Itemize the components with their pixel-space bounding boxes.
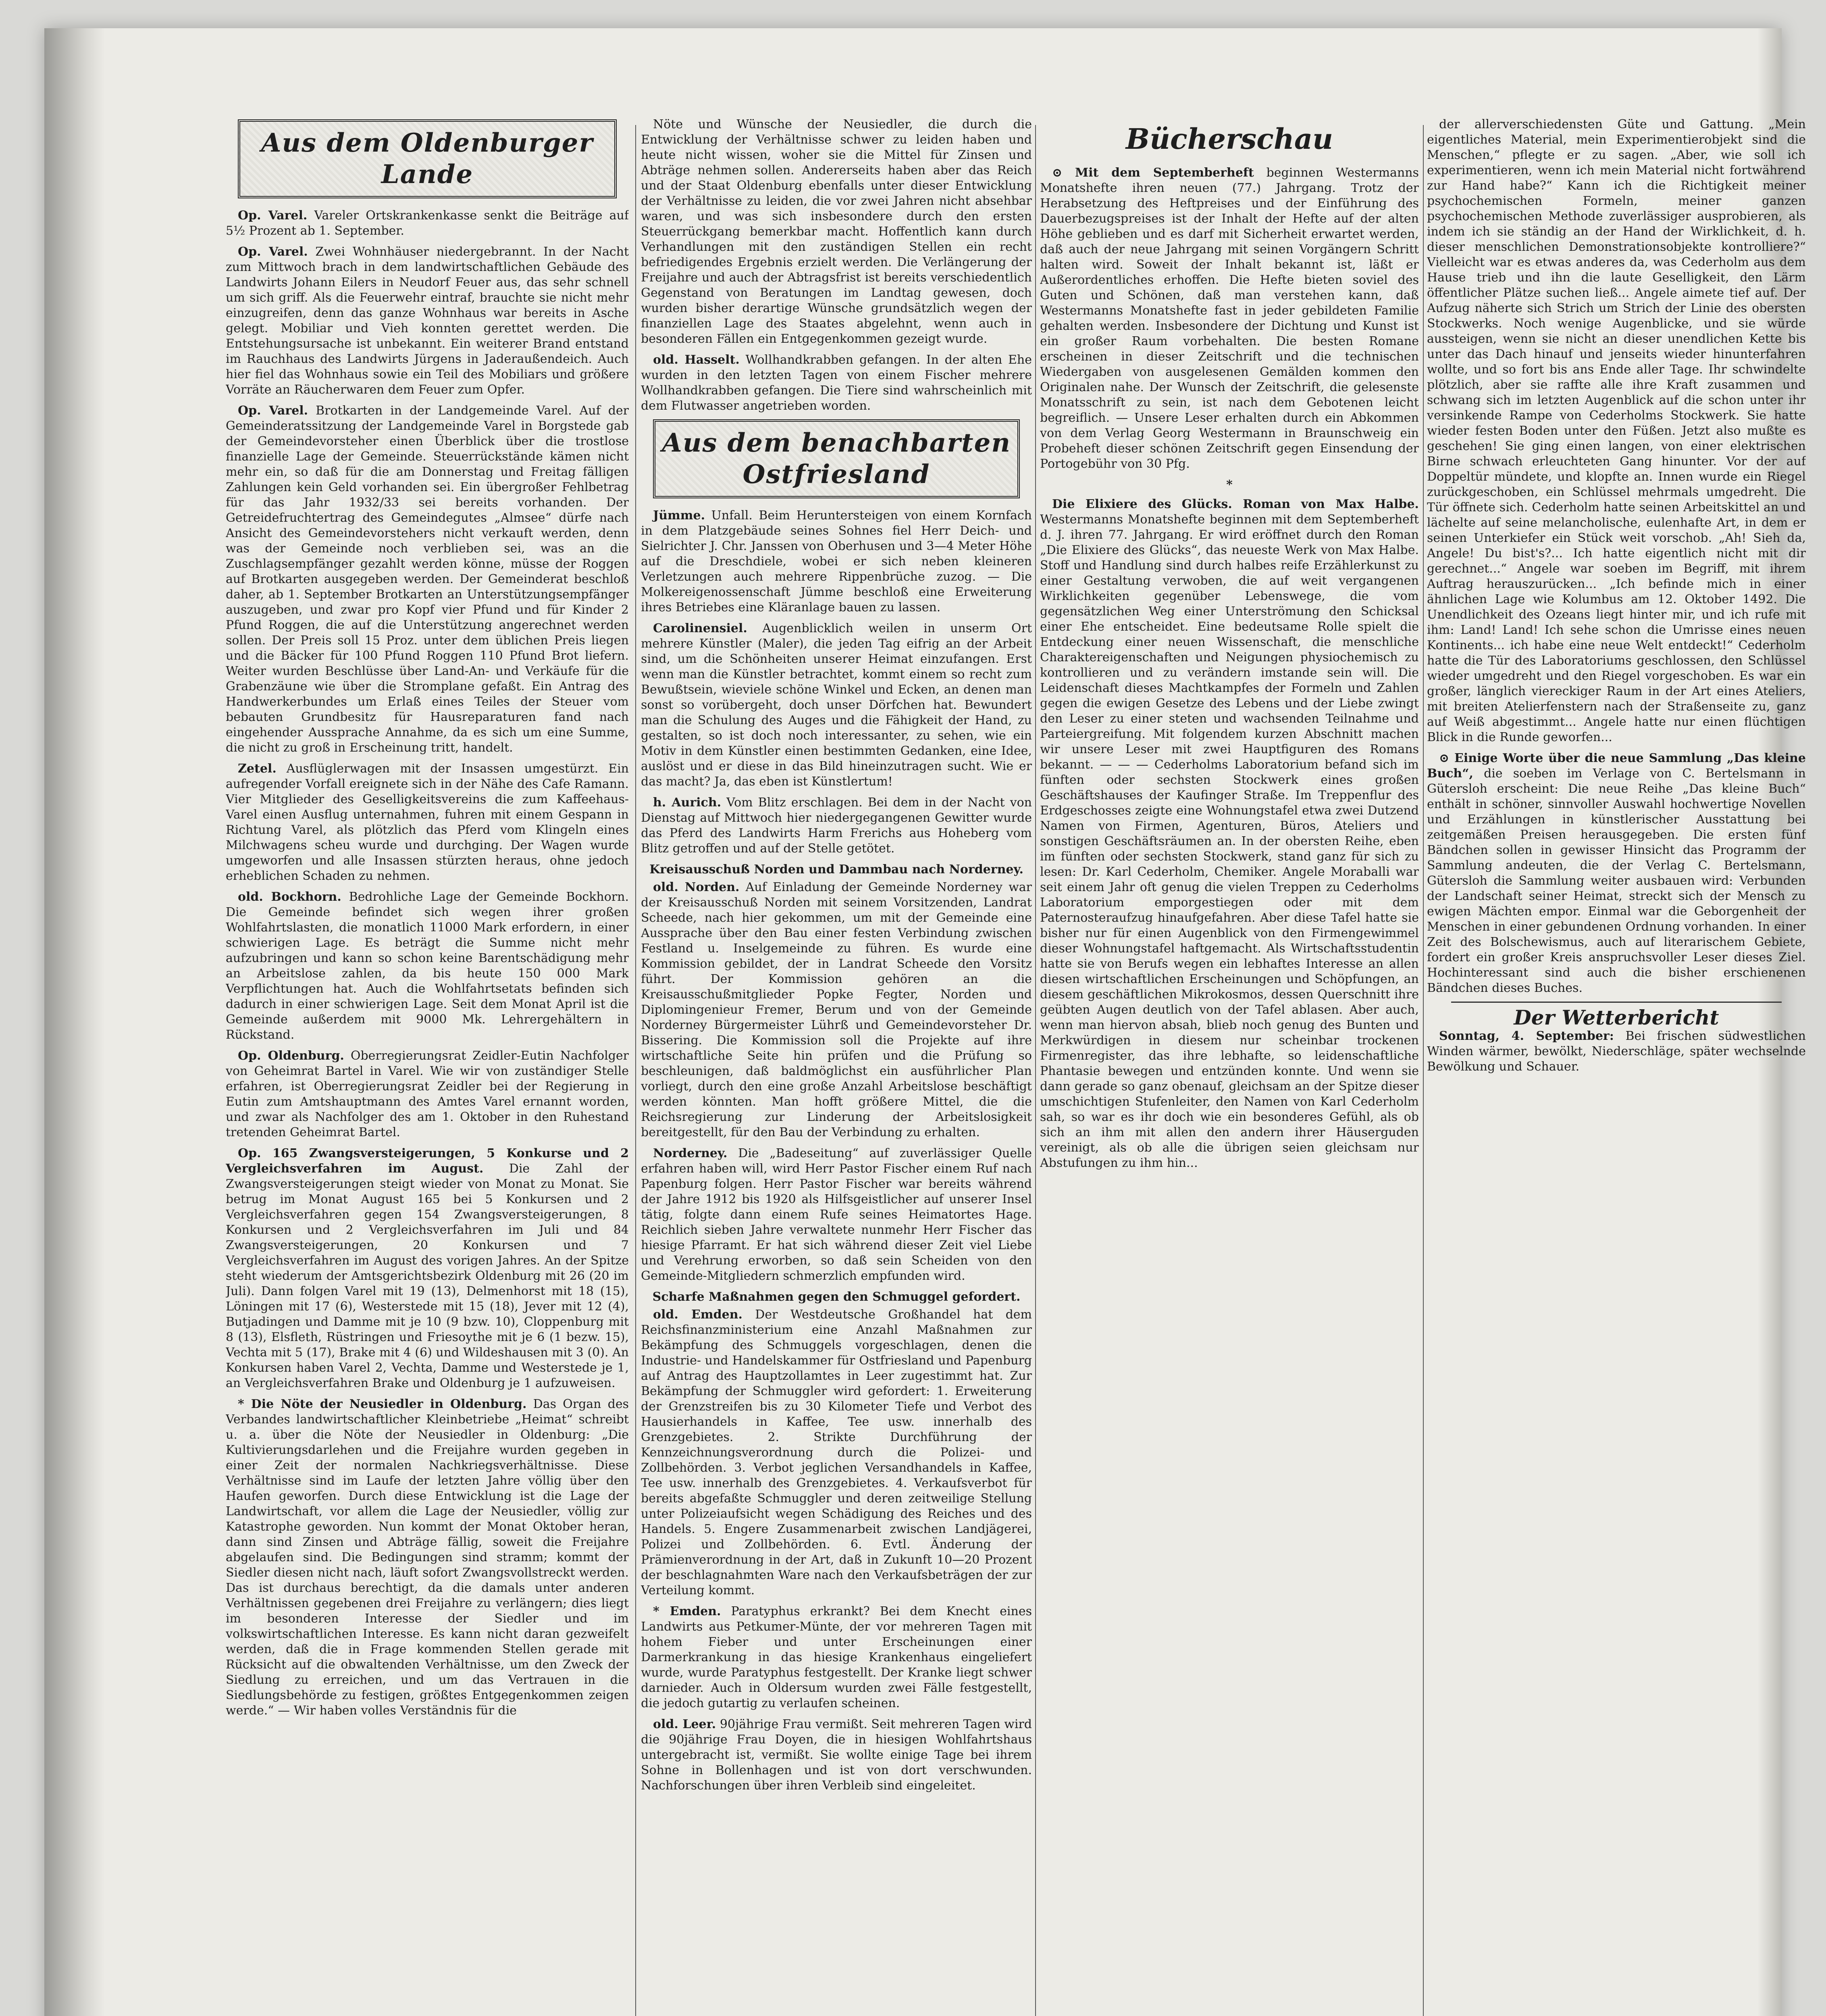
section-divider-star: * (1226, 478, 1233, 492)
page-binding (44, 28, 105, 2016)
column-3 (1040, 117, 1419, 2016)
newspaper-page (44, 28, 1806, 2016)
article: Zetel. Ausflüglerwagen mit der Insassen umgestürzt. Ein aufregender Vorfall ereignete sich in der Nähe des Cafe Ramann. Vier Mitglieder des Geselligkeitsvereins die zum Kaffeehaus-Varel einen Ausflug unternahmen, fuhren mit einem Gespann in Richtung Varel, als plötzlich das Pferd vom Klingeln eines Milchwagens scheu wurde und durchging. Der Wagen wurde umgeworfen und alle Insassen stürzten heraus, ohne jedoch erheblichen Schaden zu nehmen. (226, 762, 629, 883)
article: old. Emden. Der Westdeutsche Großhandel hat dem Reichsfinanzministerium eine Anzahl Maßnahmen zur Bekämpfung des Schmuggels vorgeschlagen, denen die Industrie- und Handelskammer für Ostfriesland und Papenburg auf Antrag des Hauptzollamtes in Leer zugestimmt hat. Zur Bekämpfung der Schmuggler wird gefordert: 1. Erweiterung der Grenzstreifen bis zu 30 Kilometer Tiefe und Verbot des Hausierhandels in Kaffee, Tee usw. innerhalb des Grenzgebietes. 2. Strikte Durchführung der Kennzeichnungsverordnung durch die Polizei- und Zollbehörden. 3. Verbot jeglichen Versandhandels in Kaffee, Tee usw. innerhalb des Grenzgebietes. 4. Verkaufsverbot für bereits abgefaßte Schmuggler und deren zeitweilige Stellung unter Polizeiaufsicht wegen Schädigung des Reiches und des Handels. 5. Engere Zusammenarbeit zwischen Landjägerei, Polizei und Zollbehörden. 6. Evtl. Änderung der Prämienverordnung in der Art, daß in Zukunft 10—20 Prozent der beschlagnahmten Ware nach den Verkaufsbeträgen der zur Verteilung kommt. (641, 1308, 1032, 1597)
article-subheading: Kreisausschuß Norden und Dammbau nach Norderney. (649, 862, 1023, 877)
section-banner-oldenburg: Aus dem Oldenburger Lande (238, 119, 617, 198)
article: Op. 165 Zwangsversteigerungen, 5 Konkurse und 2 Vergleichsverfahren im August. Die Zahl der Zwangsversteigerungen steigt wieder von Monat zu Monat. Sie betrug im Monat August 165 bei 5 Konkursen und 2 Vergleichsverfahren gegen 154 Zwangsversteigerungen, 8 Konkursen und 2 Vergleichsverfahren im Juli und 84 Zwangsversteigerungen, 20 Konkursen und 7 Vergleichsverfahren im August des vorigen Jahres. An der Spitze steht wiederum der Amtsgerichtsbezirk Oldenburg mit 26 (20 im Juli). Dann folgen Varel mit 19 (13), Delmenhorst mit 18 (15), Löningen mit 17 (6), Westerstede mit 15 (18), Jever mit 12 (4), Butjadingen und Damme mit je 10 (9 bzw. 10), Cloppenburg mit 8 (13), Elsfleth, Rüstringen und Friesoythe mit je 6 (1 bezw. 15), Vechta mit 5 (17), Brake mit 4 (6) und Wildeshausen mit 3 (0). An Konkursen haben Varel 2, Vechta, Damme und Westerstede je 1, an Vergleichsverfahren Brake und Oldenburg je 1 aufzuweisen. (226, 1146, 629, 1390)
article: * Emden. Paratyphus erkrankt? Bei dem Knecht eines Landwirts aus Petkumer-Münte, der vor mehreren Tagen mit hohem Fieber und unter Erscheinungen einer Darmerkrankung in das hiesige Krankenhaus eingeliefert wurde, wurde Paratyphus festgestellt. Der Kranke liegt schwer darnieder. Auch in Oldersum wurden zwei Fälle festgestellt, die jedoch gutartig zu verlaufen scheinen. (641, 1604, 1032, 1710)
column-2 (641, 117, 1032, 2016)
article: old. Norden. Auf Einladung der Gemeinde Norderney war der Kreisausschuß Norden mit seinem Vorsitzenden, Landrat Scheede, nach hier gekommen, um mit der Gemeinde eine Aussprache über den Bau einer festen Verbindung zwischen Festland u. Inselgemeinde zu führen. Es wurde eine Kommission gebildet, der in Landrat Scheede den Vorsitz führt. Der Kommission gehören an die Kreisausschußmitglieder Popke Fegter, Norden und Diplomingenieur Fremer, Berum und von der Gemeinde Norderney Bürgermeister Lührß und Gemeindevorsteher Dr. Bissering. Die Kommission soll die Projekte auf ihre wirtschaftliche Seite hin prüfen und die Prüfung so beschleunigen, daß baldmöglichst ein ausführlicher Plan vorliegt, durch den eine große Anzahl Arbeitslose beschäftigt werden könnten. Man hofft größere Mittel, die die Reichsregierung zur Linderung der Arbeitslosigkeit bereitgestellt, für den Bau der Verbindung zu erhalten. (641, 880, 1032, 1139)
article: h. Aurich. Vom Blitz erschlagen. Bei dem in der Nacht von Dienstag auf Mittwoch hier niedergegangenen Gewitter wurde das Pferd des Landwirts Harm Frerichs aus Hoheberg vom Blitz getroffen und auf der Stelle getötet. (641, 796, 1032, 856)
article: Op. Varel. Zwei Wohnhäuser niedergebrannt. In der Nacht zum Mittwoch brach in dem landwirtschaftlichen Gebäude des Landwirts Johann Eilers in Neudorf Feuer aus, das sehr schnell um sich griff. Als die Feuerwehr eintraf, brauchte sie nicht mehr einzugreifen, denn das ganze Wohnhaus war bereits in Asche gelegt. Mobiliar und Vieh konnten gerettet werden. Die Entstehungsursache ist unbekannt. Ein weiterer Brand entstand im Rauchhaus des Landwirts Jürgens in Jaderaußendeich. Auch hier fiel das Wohnhaus sowie ein Teil des Mobiliars und größere Vorräte an Räucherwaren dem Feuer zum Opfer. (226, 245, 629, 397)
article: Carolinensiel. Augenblicklich weilen in unserm Ort mehrere Künstler (Maler), die jeden Tag eifrig an der Arbeit sind, um die Schönheiten unserer Heimat einzufangen. Erst wenn man die Künstler betrachtet, kommt einem so recht zum Bewußtsein, wieviele schöne Winkel und Ecken, an denen man sonst so vorübergeht, doch unser Dörfchen hat. Bewundert man die Schulung des Auges und die Fähigkeit der Hand, zu gestalten, so ist doch noch interessanter, zu sehen, wie ein Motiv in dem Künstler einen bestimmten Gedanken, eine Idee, auslöst und er diese in das Bild hineinzutragen sucht. Wie er das macht? Ja, das eben ist Künstlertum! (641, 621, 1032, 789)
article: Norderney. Die „Badeseitung“ auf zuverlässiger Quelle erfahren haben will, wird Herr Pastor Fischer einem Ruf nach Papenburg folgen. Herr Pastor Fischer war bereits während der Jahre 1912 bis 1920 als Hilfsgeistlicher auf unserer Insel tätig, folgte dann einem Rufe seines Heimatortes Hage. Reichlich sieben Jahre verwaltete nunmehr Herr Fischer das hiesige Pfarramt. Er hat sich während dieser Zeit viel Liebe und Verehrung erworben, so daß sein Scheiden von den Gemeinde-Mitgliedern schmerzlich empfunden wird. (641, 1146, 1032, 1283)
article-list (226, 208, 629, 1718)
article: old. Leer. 90jährige Frau vermißt. Seit mehreren Tagen wird die 90jährige Frau Doyen, die in hiesigen Wohlfahrtshaus untergebracht ist, vermißt. Sie wollte einige Tage bei ihrem Sohne in Bollenhagen und ist von dort verschwunden. Nachforschungen über ihren Verbleib sind eingeleitet. (641, 1717, 1032, 1793)
article-subheading: Scharfe Maßnahmen gegen den Schmuggel gefordert. (652, 1290, 1021, 1304)
article: Jümme. Unfall. Beim Heruntersteigen von einem Kornfach in dem Platzgebäude seines Sohnes fiel Herr Deich- und Sielrichter J. Chr. Janssen von Oberhusen und 3—4 Meter Höhe auf die Dreschdiele, wobei er sich neben kleineren Verletzungen auch mehrere Rippenbrüche zuzog. — Die Molkereigenossenschaft Jümme beschloß eine Erweiterung ihres Betriebes eine Kläranlage bauen zu lassen. (641, 508, 1032, 614)
article: Op. Varel. Vareler Ortskrankenkasse senkt die Beiträge auf 5½ Prozent ab 1. September. (226, 208, 629, 238)
column-1 (226, 117, 629, 2016)
article: ⊙ Einige Worte über die neue Sammlung „Das kleine Buch“, die soeben im Verlage von C. Bertelsmann in Gütersloh erscheint: Die neue Reihe „Das kleine Buch“ enthält in schöner, sinnvoller Auswahl hochwertige Novellen und Erzählungen in künstlerischer Ausstattung bei zeitgemäßen Preisen herausgegeben. Die ersten fünf Bändchen sollen in gewisser Hinsicht das Programm der Sammlung andeuten, die der Verlag C. Bertelsmann, Gütersloh die Sammlung weiter ausbauen wird: Verbunden der Landschaft seiner Heimat, streckt sich der Mensch zu ewigen Mächten empor. Einmal war die Geborgenheit der Menschen in einer gebundenen Ordnung vorhanden. In einer Zeit des Bolschewismus, auch auf literarischem Gebiete, fordert ein großer Kreis anspruchsvoller Leser dieses Ziel. Hochinteressant sind auch die bisher erschienenen Bändchen dieses Buches. (1427, 751, 1806, 995)
article: Die Elixiere des Glücks. Roman von Max Halbe. Westermanns Monatshefte beginnen mit dem Septemberheft d. J. ihren 77. Jahrgang. Er wird eröffnet durch den Roman „Die Elixiere des Glücks“, das neueste Werk von Max Halbe. Stoff und Handlung sind durch halbes reife Erzählerkunst zu einer Gestaltung verwoben, die auf weit vergangenen Wirklichkeiten gegenüber Lebenswege, die vom gegensätzlichen Weg einer Unterströmung den Schicksal einer Ehe entscheidet. Eine bedeutsame Rolle spielt die Entdeckung einer neuen Wissenschaft, die menschliche Charaktereigenschaften und Neigungen physiochemisch zu kontrollieren und zu verändern imstande sein will. Die Leidenschaft dieses Machtkampfes der Formeln und Zahlen gegen die ewigen Gesetze des Lebens und der Liebe zwingt den Leser zu einer steten und wachsenden Teilnahme und Parteiergreifung. Mit folgendem kurzen Abschnitt machen wir unsere Leser mit zwei Hauptfiguren des Romans bekannt. — — — Cederholms Laboratorium befand sich im fünften oder sechsten Stockwerk eines großen Geschäftshauses der Kaufinger Straße. Im Treppenflur des Erdgeschosses zeigte eine Wohnungstafel etwa zwei Dutzend Namen von Firmen, Agenturen, Büros, Ateliers und sonstigen Geschäftsräumen an. In der obersten Reihe, eben im fünften oder sechsten Stockwerk, stand ganz für sich zu lesen: Dr. Karl Cederholm, Chemiker. Angele Moraballi war seit einem Jahr oft genug die vielen Treppen zu Cederholms Laboratorium emporgestiegen oder mit dem Paternosteraufzug hinaufgefahren. Aber diese Tafel hatte sie bisher nur für einen Augenblick von den Firmengewimmel dieser Wohnungstafel haftgemacht. Als Wirtschaftsstudentin hatte sie von Berufs wegen ein lebhaftes Interesse an allen diesen wirtschaftlichen Erscheinungen und Schöpfungen, an diesem geschäftlichen Mikrokosmos, dessen Querschnitt ihre geübten Augen deutlich von der Tafel ablasen. Aber auch, wenn man hiervon absah, blieb noch genug des Bunten und Merkwürdigen in diesem nur scheinbar trockenen Firmenregister, das ihre lebhafte, so leidenschaftliche Phantasie bewegen und entzünden konnte. Und wenn sie dann gerade so ganz obenauf, gleichsam an der Spitze dieser umschichtigen Stufenleiter, den Namen von Karl Cederholm sah, so war es ihr doch wie ein besonderes Gefühl, als ob sich an ihm mit allen den andern ihrer Häuserguden vereinigt, als ob alle die übrigen seien gleichsam nur Abstufungen zu ihm hin... (1040, 497, 1419, 1170)
section-banner-ostfriesland: Aus dem benachbarten Ostfriesland (653, 419, 1020, 498)
section-heading-buecherschau: Bücherschau (1125, 122, 1333, 156)
article: Op. Varel. Brotkarten in der Landgemeinde Varel. Auf der Gemeinderatssitzung der Landgemeinde Varel in Borgstede gab der Gemeindevorsteher einen Überblick über die trostlose finanzielle Lage der Gemeinde. Steuerrückstände kämen nicht mehr ein, so daß für die am Donnerstag und Freitag fälligen Zahlungen kein Geld vorhanden sei. Ein übergroßer Fehlbetrag für das Jahr 1932/33 sei bereits vorhanden. Der Getreidefruchtertrag des Gemeindegutes „Almsee“ dürfe nach Ansicht des Gemeindevorstehers nicht verkauft werden, denn was der Gemeinde noch verblieben sei, was an die Zuschlagsempfänger gezahlt werden könne, müsse der Roggen auf Brotkarten ausgegeben werden. Der Gemeinderat beschloß daher, ab 1. September Brotkarten an Unterstützungsempfänger auszugeben, und zwar pro Kopf vier Pfund und für Kinder 2 Pfund Roggen, die auf die Unterstützung angerechnet werden sollen. Der Preis soll 15 Proz. unter dem üblichen Preis liegen und die Bäcker für 100 Pfund Roggen 110 Pfund Brot liefern. Weiter wurden Beschlüsse über Land-An- und Verkäufe für die Grabenzäune wie über die Stromplane gefaßt. Ein Antrag des Handwerkerbundes um Erlaß eines Teiles der Steuer vom bebauten Grundbesitz für Hausreparaturen fand nach eingehender Aussprache Annahme, da es sich um eine Summe, die nicht zu groß in Erscheinung tritt, handelt. (226, 404, 629, 755)
column-rule (635, 125, 636, 2016)
column-4 (1427, 117, 1806, 2016)
article-continuation: Nöte und Wünsche der Neusiedler, die durch die Entwicklung der Verhältnisse schwer zu leiden haben und heute nicht wissen, woher sie die Mittel für Zinsen und Abträge nehmen sollen. Andererseits haben aber das Reich und der Staat Oldenburg ebenfalls unter dieser Entwicklung der Verhältnisse zu leiden, die vor zwei Jahren nicht absehbar waren, und was sich insbesondere durch den ersten Steuerrückgang bemerkbar macht. Hoffentlich kann durch Verhandlungen mit den zuständigen Stellen ein recht befriedigendes Ergebnis erzielt werden. Die Verlängerung der Freijahre und auch der Abtragsfrist ist bereits verschiedentlich Gegenstand von Beratungen im Landtag gewesen, doch wurden bisher derartige Wünsche grundsätzlich wegen der finanziellen Lage des Staates abgelehnt, wenn auch in besonderen Fällen ein Entgegenkommen gezeigt wurde. (641, 117, 1032, 346)
column-rule (1035, 125, 1036, 2016)
column-rule (1423, 125, 1424, 2016)
divider (1451, 1002, 1782, 1003)
article: ⊙ Mit dem Septemberheft beginnen Westermanns Monatshefte ihren neuen (77.) Jahrgang. Trotz der Herabsetzung des Heftpreises und der Einführung des Dauerbezugspreises ist der Inhalt der Hefte auf der alten Höhe geblieben und es darf mit Sicherheit erwartet werden, daß auch der neue Jahrgang mit seinen Vorgängern Schritt halten wird. Soweit der Inhalt bekannt ist, läßt er Außerordentliches erhoffen. Die Hefte bieten soviel des Guten und Schönen, daß man verstehen kann, daß Westermanns Monatshefte fast in jeder gebildeten Familie gehalten werden. Insbesondere der Dichtung und Kunst ist ein großer Raum vorbehalten. Die besten Romane erscheinen in dieser Zeitschrift und die technischen Wiedergaben von ausgelesenen Gemälden kommen den Originalen nahe. Der Wunsch der Zeitschrift, die gelesenste Monatsschrift zu sein, ist nach dem Gebotenen leicht begreiflich. — Unsere Leser erhalten durch ein Abkommen von dem Verlag Georg Westermann in Braunschweig ein Probeheft dieser schönen Zeitschrift gegen Einsendung der Portogebühr von 30 Pfg. (1040, 166, 1419, 471)
article: * Die Nöte der Neusiedler in Oldenburg. Das Organ des Verbandes landwirtschaftlicher Kleinbetriebe „Heimat“ schreibt u. a. über die Nöte der Neusiedler in Oldenburg: „Die Kultivierungsdarlehen und die Freijahre wurden gegeben in einer Zeit der normalen Nachkriegsverhältnisse. Diese Verhältnisse sind im Laufe der letzten Jahre völlig über den Haufen geworfen. Durch diese Entwicklung ist die Lage der Landwirtschaft, vor allem die Lage der Neusiedler, völlig zur Katastrophe geworden. Nun kommt der Monat Oktober heran, dann sind Zinsen und Abträge fällig, soweit die Freijahre abgelaufen sind. Die Bedingungen sind stramm; kommt der Siedler diesen nicht nach, läuft sofort Zwangsvollstreckt werden. Das ist durchaus berechtigt, da die damals unter anderen Verhältnissen gegebenen drei Freijahre zu verlängern; dies liegt im besonderen Interesse der Siedler und im volkswirtschaftlichen Interesse. Es kann nicht daran gezweifelt werden, daß die in Frage kommenden Stellen gerade mit Rücksicht auf die obwaltenden Verhältnisse, um den Zweck der Siedlung zu erreichen, und um das Vertrauen in die Siedlungsbehörde zu festigen, größtes Entgegenkommen zeigen werde.“ — Wir haben volles Verständnis für die (226, 1397, 629, 1718)
article: old. Bockhorn. Bedrohliche Lage der Gemeinde Bockhorn. Die Gemeinde befindet sich wegen ihrer großen Wohlfahrtslasten, die monatlich 11000 Mark erfordern, in einer schwierigen Lage. Es beträgt die Summe nicht mehr aufzubringen und kann so schon keine Barentschädigung mehr an Arbeitslose zahlen, da bis heute 150 000 Mark Verpflichtungen hat. Auch die Wohlfahrtsetats befinden sich dadurch in einer schwierigen Lage. Seit dem Monat April ist die Gemeinde außerdem mit 9000 Mk. Lehrergehältern in Rückstand. (226, 890, 629, 1042)
weather-report: Sonntag, 4. September: Bei frischen südwestlichen Winden wärmer, bewölkt, Niederschläge, später wechselnde Bewölkung und Schauer. (1427, 1029, 1806, 1074)
article: Op. Oldenburg. Oberregierungsrat Zeidler-Eutin Nachfolger von Geheimrat Bartel in Varel. Wie wir von zuständiger Stelle erfahren, ist Oberregierungsrat Zeidler bei der Regierung in Eutin zum Amtshauptmann des Amtes Varel ernannt worden, und zwar als Nachfolger des am 1. Oktober in den Ruhestand tretenden Geheimrat Bartel. (226, 1049, 629, 1139)
article-continuation: der allerverschiedensten Güte und Gattung. „Mein eigentliches Material, mein Experimentierobjekt sind die Menschen,“ pflegte er zu sagen. „Aber, wie soll ich experimentieren, wenn ich mein Material nicht fortwährend zur Hand habe?“ Kann ich die Richtigkeit meiner psychochemischen Formeln, meiner ganzen psychochemischen Methode zuverlässiger ausprobieren, als indem ich sie ständig an der Hand der Wirklichkeit, d. h. dieser menschlichen Demonstrationsobjekte kontrolliere?“ Vielleicht war es etwas anderes da, was Cederholm aus dem Hause trieb und ihn die laute Geselligkeit, den Lärm öffentlicher Plätze suchen ließ... Angele aimete tief auf. Der Aufzug näherte sich Strich um Strich der Linie des obersten Stockwerks. Noch wenige Augenblicke, und sie würde aussteigen, wenn sie nicht an dieser unendlichen Kette bis unter das Dach hinauf und jenseits wieder hinunterfahren wollte, und so fort bis ans Ende aller Tage. Ihr schwindelte plötzlich, aber sie raffte alle ihre Kraft zusammen und schwang sich im letzten Augenblick auf die schon unter ihr versinkende Rampe von Cederholms Stockwerk. Sie hatte wieder festen Boden unter den Füßen. Jetzt also mußte es geschehen! Sie ging einen langen, von einer elektrischen Birne schwach erleuchteten Gang hinunter. Vor der auf Doppeltür mündete, und klopfte an. Innen wurde ein Riegel zurückgeschoben, ein Schlüssel mehrmals umgedreht. Die Tür öffnete sich. Cederholm hatte seinen Arbeitskittel an und lächelte auf seine melancholische, eulenhafte Art, in dem er seinen Unterkiefer ein Stück weit vorschob. „Ah! Sieh da, Angele! Du bist's?... Ich hatte eigentlich nicht mit dir gerechnet...“ Angele war soeben im Begriff, mit ihrem Auftrag herauszurücken... „Ich befinde mich in einer ähnlichen Lage wie Kolumbus am 12. Oktober 1492. Die Unendlichkeit des Ozeans liegt hinter mir, und ich rufe mit ihm: Land! Land! Ich sehe schon die Umrisse eines neuen Kontinents... ich habe eine neue Welt entdeckt!“ Cederholm hatte die Tür des Laboratoriums geschlossen, den Schlüssel wieder umgedreht und den Riegel vorgeschoben. Es war ein großer, länglich viereckiger Raum in der Art eines Ateliers, mit breiten Atelierfenstern nach der Straßenseite zu, ganz auf Weiß abgestimmt... Angele hatte nur einen flüchtigen Blick in die Runde geworfen... (1427, 117, 1806, 744)
weather-heading: Der Wetterbericht (1514, 1006, 1719, 1029)
article: old. Hasselt. Wollhandkrabben gefangen. In der alten Ehe wurden in den letzten Tagen von einem Fischer mehrere Wollhandkrabben gefangen. Die Tiere sind wahrscheinlich mit dem Flutwasser angetrieben worden. (641, 353, 1032, 413)
